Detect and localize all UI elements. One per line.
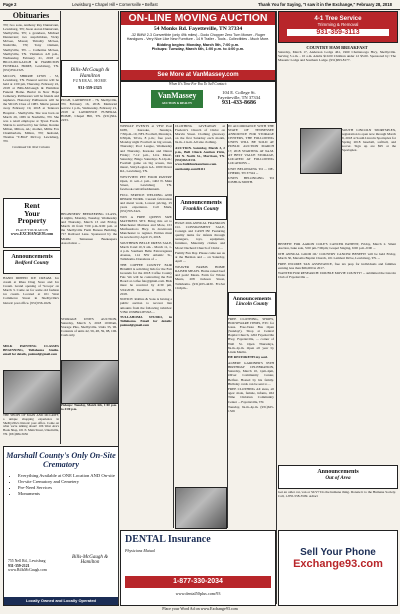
dental-web[interactable]: www.dental50plus.com/93 bbox=[175, 591, 221, 596]
free-clothing-hours: Tuesday, 9a.m.-4p.m. (931)625-1326 bbox=[228, 405, 274, 414]
marshall-bullets bbox=[14, 473, 118, 497]
wanted-research: WANTED FOR RESEARCH: DOUBLE MOVIE COUNTY! ... submitted the Lincoln Club of Fayetteville ... bbox=[278, 271, 396, 280]
joshua-smith-unit: UNITS BELONGING TO JOSHUA SMITH. bbox=[228, 176, 274, 185]
sell-phone-title: Sell Your Phone bbox=[300, 547, 376, 558]
ham-text: Saturday, March 17, Anderson Lodge 461, 1960 Chattanooga Hwy, Shelbyville. Serving 5 a.m. - 10 a.m. Adults $10.00 Children under 12 $5.00. Sponsored by: The Masonic Lodge and Southern Lodge. (931)993-8177. bbox=[278, 50, 396, 63]
dental-ad bbox=[120, 530, 276, 606]
continued-note: Continued On Next Column bbox=[12, 144, 50, 149]
marshall-bullet: • Monuments bbox=[18, 491, 118, 497]
beekeepers-notice bbox=[61, 212, 117, 314]
auction-items: -32 BMW 2-3 Convertible (only 49k miles) - Dodo Chopper Zero Turn Mower - Ruger Handguns - Very Nice Like New Furniture - 14 ft Trailer - Tools - Collectibles - Much More. bbox=[126, 33, 270, 42]
obituaries-title: Obituaries bbox=[3, 11, 59, 21]
storage-notice: IN ACCORDANCE WITH THE STATE OF TENNESSEE ANNOUNCE FOR STORAGE CENTERS, THE FOLLOWING UNITS WILL BE SOLD AT PUBLIC AUCTION MARCH 17, 2018 STARTING AT 9A.M. AT BEST VALUE STORAGE, LOCATED AT FOLLOWING LOCATIONS ... bbox=[228, 124, 274, 165]
obituary-para: MCCOY, SHIRRIE LYNN - 53, Lewisburg, TN. Funeral service will be held at 1:00 pm, Thursday, February 22, 2018 at Bills-McGaugh & Hamilton Funeral Home. Burial in New Hope Cemetery. Pallbearers will be friends and nephews. Honorary Pallbearers will be the SICOS Class of 1983. Shirrie passed away February 19, 2018 at Tennova Hospital - Shelbyville. She was born on March 26, 1965 in Nashville, TN. She was a retail employee at Tyson Foods. Shirrie is survived by her father, Ronnie Milton, Milton, AL; mother, Millie Fox Chamberlain, Milton, TN; husband, Thomas "T-Bird" McCoy, Lewisburg, TN. bbox=[3, 73, 59, 144]
column-5-bottom bbox=[228, 317, 274, 485]
milk-painting-notice bbox=[3, 344, 59, 366]
welding-notice: FULL SERVICE WELDING AND REPAIR WORK. Custom fabrication and metal work, Lowest pricing, 25 years experience. Call Mark, (931)703-3421. bbox=[120, 192, 172, 214]
marshall-bullet: • On-site Crematory and Cemetery bbox=[18, 479, 118, 485]
marshall-logo-text: Bills-McGaugh & Hamilton bbox=[72, 555, 108, 565]
right-sportsplex bbox=[342, 128, 396, 240]
exchange-logo: Exchange93.com bbox=[293, 558, 383, 570]
vfw-events: WEEKLY EVENTS at VFW Post 6188, Karaoke, Sundays, 7:30p.m.-10, NFL Football, Mondays, 6:30pm, Trivia, 8 p.m.; free pool, Monday night Football on big screen, Thursday; Pool League, Wednesday and Thursday, Karaoke and Dance Friday; 7-12 p.m., Live Music, Saturday; Bingo Saturdays 8-12p.m.; Football game on big screen, live music, Sixty/Legion GA. 1000 Dover Rd., Lewisburg, TN. bbox=[120, 124, 172, 174]
tree-service-ad bbox=[278, 11, 398, 43]
announcements-out-of-area-header bbox=[278, 465, 398, 489]
rent-line1: Rent bbox=[24, 201, 40, 210]
marshall-footer: Locally Owned and Locally Operated bbox=[4, 597, 118, 605]
pugh-text: PUGH, LAWRENCE - 76, Shelbyville, TN. February 16, 2018. Memorial service 1 p.m., Wednesday, February 21, 2018 at LAWRENCE FUNERAL HOME, Chapel Hill, TN. (931)364-2233. bbox=[61, 98, 117, 123]
pet-food-pantry: WESTVIEW PET FOOD PANTRY Open, 11 a.m.-1 p.m., 1402 N. Main Street, Lewisburg TN. facebook.com/alfreddunnam. bbox=[120, 174, 172, 191]
marshall-address: 755 Nell Rd., Lewisburg bbox=[8, 559, 46, 563]
page-number: Page 2 bbox=[3, 2, 17, 7]
ice-cream-text: HAND DIPPED ICE CREAM. Ice cream at Rhea Drug Store and Ice Cream. Grand opening of 'Scoops' on March 3. Come on for some old fashion ice cream. Located at 101 West Commerce Street in Shelbyville's historic post office. (931)556-1626. bbox=[3, 276, 59, 305]
exchange-sell-phone-ad[interactable] bbox=[278, 530, 398, 606]
vanmassey-ad bbox=[120, 81, 276, 123]
ultimate-caption-text: Pickups: Tuesday, March 6th, 1:00 p.m. to 4:00 p.m. bbox=[61, 404, 117, 411]
auction-web[interactable]: See More at VanMassey.com bbox=[121, 70, 275, 80]
column-rule bbox=[118, 11, 119, 604]
marshall-phone: 931-359-2121 bbox=[8, 563, 30, 568]
franklin-sub: Franklin County bbox=[182, 206, 220, 212]
funeral-home-name: Bills-McGaugh & Hamilton bbox=[70, 67, 110, 79]
pugh-obit bbox=[61, 98, 117, 140]
franklin-title: Announcements bbox=[180, 200, 222, 206]
lincoln-title: Announcements bbox=[232, 296, 272, 302]
ultimate-photo bbox=[61, 360, 119, 404]
free-clothing: FREE CLOTHING, SHOES, HOUSEWARE ITEMS, ETC for Jesus. Free-Taste Bus Open (Sunday!). Shop at Central Baptist Church, 1202 Fayetteville Hwy, Fayetteville, ... corner of Wall St. Open Thursdays, 8a.m.-2p.m. Open all year by Linda Martin. bbox=[228, 317, 274, 354]
free-clothing-2: FREE CLOTHING All sizes, all ages: male, female, infants, Old Time Christian Community Center ... Fayetteville, TN. bbox=[228, 387, 274, 404]
marshall-logo bbox=[66, 555, 114, 565]
funeral-home-sub: FUNERAL HOME bbox=[73, 79, 107, 83]
auction-pickup: Pickups: Tuesday, March 6th, 1:00 p.m. to 4:00 p.m. bbox=[151, 46, 245, 51]
ham-title: COUNTRY HAM BREAKFAST bbox=[306, 45, 368, 50]
page-header bbox=[0, 0, 400, 10]
marshall-bullet: • Pre-Need Services bbox=[18, 485, 118, 491]
dental-title: DENTAL Insurance bbox=[125, 534, 211, 545]
fair-board: THE COFFEE COUNTY FAIR BOARD is soliciting bids for the Fair Grounds for the 2018 Coffee County Fair. We will be contracting the Fair Board at colfee fair@gmail.com. Bids must be received by 4:30 pm, 5/04/2018. Deadline is March 30, 2018. bbox=[120, 262, 172, 296]
consignment-sale: HUGE 26th ANNUAL FRANKLIN CO. CONSIGNMENT SALE, Consign and CASH IN! Featuring quality items for infants through teenagers, toys, equipment, furniture, Maternity clothes and More! Decherd Church of Christ ... bbox=[175, 221, 225, 250]
dechered-unit: UNIT BELONGING TO ... DE-CHERD, TN 37324 ... bbox=[228, 166, 274, 175]
rollins-notice: NOTICE: Rollins & Sons is having a public auction to recover lien amounts from the following vehicles: VIN# 1NXBR12E5XZ.... bbox=[120, 297, 172, 314]
vanmassey-city: Fayetteville, TN 37334 bbox=[217, 95, 261, 101]
funeral-home-ad bbox=[61, 60, 119, 97]
marshall-crematory-ad bbox=[3, 446, 119, 606]
family-fun-day: Family Fun Day. Please come see us at the Herman and ... on Saturday, April ... bbox=[175, 251, 225, 264]
announcements-title: Announcements bbox=[11, 254, 53, 260]
rent-line3: Property bbox=[17, 216, 47, 225]
humane-society: Get an older car, van or SUV? Do the humane thing. Donate it to the Humane Society. Call, 1-855-558-3509. Adtact bbox=[278, 490, 396, 499]
dress-sale: SOUTHERN BELLE DRESS SALE, March 9 and 10, 9 am. - March 11, 1-4 p.m. Southern Belle Extravaganza Avenue, 114 NW Atlantic St., Tullahoma. Donations of ... bbox=[120, 240, 172, 262]
storage-auction-notice bbox=[61, 317, 117, 357]
announcements-sub: Bedford County bbox=[14, 260, 50, 266]
dental-phone[interactable]: 1-877-330-2034 bbox=[125, 576, 271, 588]
beekeepers-text: BEGINNERS' BEEKEEPING CLASS, 4 nights, Monday, Tuesday, Wednesday and Thursday, March 13 and Friday, March 16 from 7:00 p.m.-9:00 p.m. at the Shelbyville Farm Bureau Building, 717 Railroad Lane. Sponsored by the Middle Tennessee Beekeepers Association ... bbox=[61, 212, 117, 245]
dental-sub: Physicians Mutual bbox=[125, 548, 155, 553]
announcements-lincoln-header bbox=[228, 292, 276, 316]
out-area-body bbox=[278, 490, 396, 530]
vanmassey-contact bbox=[207, 90, 271, 106]
obituary-para: TN; two sons, Anthony Ray Dunnavant, Lewisburg, TN; Jason Aaron Dunnavant, Shelbyville, TN; a grandson, Michael Dunnavant; two stepchildren, Vicky McGee, Mason; Timothy McGee, Nashville, TN; Tony Ozment, Shelbyville, TN. ... Catherine McGee, Shelbyville, TN. Visitation 4-8 p.m., Wednesday, February 21, 2018 at BILLS-MCGAUGH & HAMILTON FUNERAL HOME, Lewisburg, TN. (931)359-2325. bbox=[3, 23, 59, 73]
waterdoor-photo bbox=[175, 487, 227, 529]
column-rule bbox=[60, 11, 61, 444]
mattress-notice: WIN A FREE QUEEN SIZE MATTRESS SET. Bring this ad to Manchester Mattress and More, 101 Murfreesboro Hwy. in downtown Manchester to register. Entries must be received by April 15, 2018. bbox=[120, 214, 172, 240]
marshall-title: Marshall County's Only On-Site Crematory bbox=[6, 451, 116, 469]
aaron-cole-benefit: BENEFIT FOR AARON COLE'S CANCER PATIENT, Friday, March 2. Silent Auction, bake sale, 5:00 pm-7:00pm; Gospel Singing, 6:00 p.m.-9:00 ... bbox=[278, 242, 396, 251]
auction-banner bbox=[120, 11, 276, 81]
tree-service-title: 4-1 Tree Service bbox=[314, 15, 362, 22]
tullahoma-studio: TULLAHOMA STUDIO, in Tullahoma. Email for details: painted@gmail.com bbox=[120, 315, 172, 328]
weaver-farms: WEAVER FARMS HOME RAISED MEATS. Home raised beef and pork! Meats. Farm for Whole Meats, 208 Jackson Street, Tullahoma. (931)455-4430. Fri-Sat 10-6pm... bbox=[175, 265, 225, 290]
paper-towns: Lewisburg • Chapel Hill • Cornersville • Belfast bbox=[72, 2, 158, 7]
ultimate-caption bbox=[61, 404, 117, 444]
shops-caption bbox=[3, 414, 59, 444]
vanmassey-addr: 104 E. College St. bbox=[222, 90, 256, 95]
page-footer: Place your Word Ad on www.Exchange93.com bbox=[162, 606, 238, 611]
gardner-birthday: ALBERT GARDNER'S 95TH BIRTHDAY CELEBRATION, Saturday, March 10, 1pm-4pm, Oliver Community Center, Belfast. Hosted by his family. Birthday cards can be sent to ... bbox=[228, 361, 274, 386]
rent-line2: Your bbox=[24, 208, 40, 218]
right-column-body bbox=[278, 242, 396, 462]
announcements-bedford-header bbox=[3, 250, 61, 274]
vanmassey-logo bbox=[151, 90, 203, 108]
sportsplex-text: SOUTH LINCOLN SPORTSPLEX, registration is open now through March 9, 2018 at South Lincoln Sportsplex for Spring 2018 baseball, softball, and soccer. Sign up are $95 at the Sportsplex. bbox=[342, 128, 396, 153]
vanmassey-name: VanMassey bbox=[157, 91, 197, 100]
rent-line5: www.EXCHANGE93.com bbox=[10, 231, 54, 236]
marshall-contact bbox=[8, 559, 47, 573]
column-4-top bbox=[175, 124, 225, 194]
funeral-home-phone: 931-359-2325 bbox=[78, 85, 102, 90]
column-4-bottom bbox=[175, 221, 225, 485]
ham-breakfast bbox=[278, 45, 396, 129]
column-rule bbox=[173, 124, 174, 528]
tree-service-phone[interactable]: 931-359-3113 bbox=[287, 29, 389, 36]
tree-service-sub: Trimming & Removal bbox=[317, 22, 359, 27]
column-3 bbox=[120, 124, 172, 486]
out-area-sub: Out of Area bbox=[325, 475, 351, 481]
restoreth: HE RESTORETH my soul. bbox=[228, 355, 268, 360]
free-tax-assistance: FREE INCOME TAX ASSISTANCE, free tax prep for individuals and families earning less than $66,000 in 2017. bbox=[278, 261, 396, 270]
out-area-title: Announcements bbox=[317, 469, 359, 475]
column-5-top bbox=[228, 124, 274, 290]
ice-cream-notice bbox=[3, 276, 59, 342]
bull-chuck-auction: AUCTION. Saturday, March 3, 2 p.m., Bull Chuck Auction Firm, 101 N. North St., Morrison, TN. (931)563-0131. www.bullchuckauctions.com. auctionzip.com#6111 bbox=[175, 146, 225, 171]
vanmassey-sub: AUCTION & REALTY bbox=[161, 101, 193, 105]
shops-photo bbox=[3, 370, 61, 414]
column-rule bbox=[227, 124, 228, 528]
announcements-franklin-header bbox=[175, 196, 227, 220]
vanmassey-tagline: When It's Time For You To Sell Contact: bbox=[169, 82, 227, 86]
auction-address: 54 Monks Rd. Fayetteville, TN 37334 bbox=[153, 26, 243, 32]
header-slogan: Thank You for Saying, "I saw it in the Exchange," February 28, 2018 bbox=[258, 2, 392, 7]
rent-line4: PLACE YOUR AD ON bbox=[15, 227, 49, 232]
lincoln-sub: Lincoln County bbox=[235, 302, 269, 307]
country-cancer-benefit: 6TH ANNUAL GOOD OL' COUNTRY CANCER BENEFIT will be held Friday, March 30, Marsalia Baptist Church, 101 Lambert Drive, Lewisburg, TN. ... bbox=[278, 251, 396, 260]
marshall-bullet: • Everything Available at ONE Location AND On-site bbox=[18, 473, 118, 479]
storage-text: STORAGE UNITS AUCTION, Saturday, March 3, 2018 10:00am, Storage Plus, Shelbyville. Units 35, 96. Contents of units 42, 56, 48, 59, 98, 106. Cash only. bbox=[61, 317, 117, 338]
vanmassey-phone: 931-433-8686 bbox=[222, 99, 256, 106]
auction-bidding: Bidding begins: Monday, March 5th, 7:00 p.m. bbox=[156, 42, 240, 47]
marshall-web: www.BillsMcGaugh.com bbox=[8, 568, 47, 573]
column-rule bbox=[276, 11, 277, 604]
auction-title: ON-LINE MOVING AUCTION bbox=[121, 12, 275, 25]
clothing-giveaway: CLOTHING GIVEAWAY at Frederic's Church of Christ on Marvin Street. Clothing giveaway on the first Saturday each month, 9a.m.-11a.m. All size clothing. bbox=[175, 124, 225, 145]
rent-property-ad[interactable] bbox=[3, 198, 61, 248]
sportsplex-photo bbox=[300, 128, 342, 174]
milk-text: MILK PAINTING CLASSES BEGINNING, Tullahoma Studio. email for details, painted@gmail.com bbox=[3, 344, 59, 357]
shops-caption-text: THE SHOPS OF MAIN AND MCGRIFF, a unique shopping experience in Shelbyville's historic post office. Come on what we're talking about! 106 West Ave's Book Shop, 101 E. Main Street, Unionville, TN. (931)684-5656 bbox=[3, 414, 59, 436]
